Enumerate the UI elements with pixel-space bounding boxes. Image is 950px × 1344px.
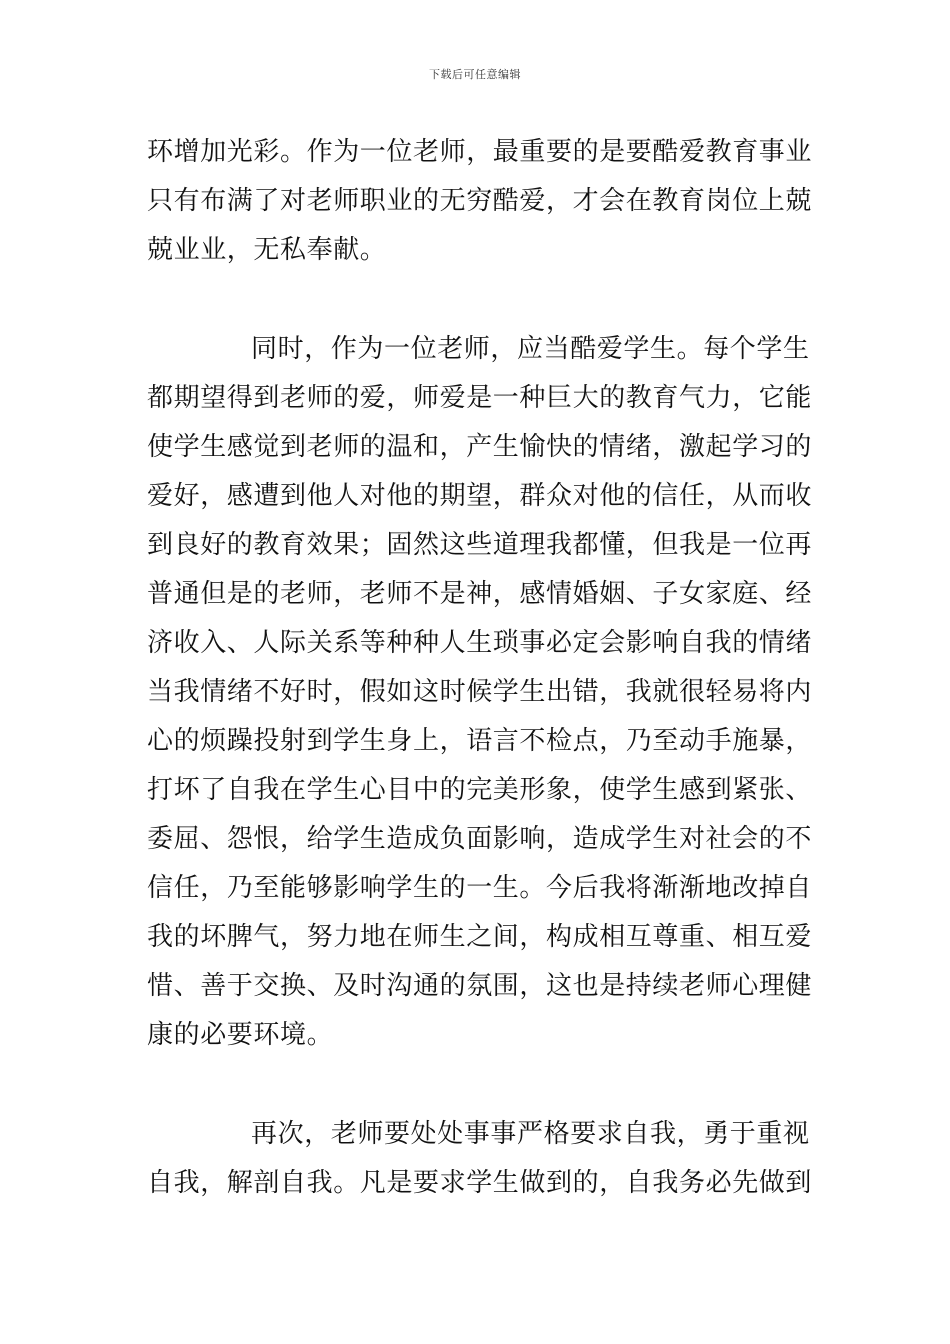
text-line: 同时，作为一位老师，应当酷爱学生。每个学生 (251, 334, 810, 364)
text-line: 信任，乃至能够影响学生的一生。今后我将渐渐地改掉自 (147, 873, 813, 903)
page-header-note: 下载后可任意编辑 (429, 68, 521, 81)
text-line: 都期望得到老师的爱，师爱是一种巨大的教育气力，它能 (147, 383, 813, 413)
text-line: 普通但是的老师，老师不是神，感情婚姻、子女家庭、经 (147, 579, 813, 609)
text-line: 心的烦躁投射到学生身上，语言不检点，乃至动手施暴， (147, 726, 813, 756)
text-line: 委屈、怨恨，给学生造成负面影响，造成学生对社会的不 (147, 824, 813, 854)
document-body (147, 128, 813, 1208)
text-line: 使学生感觉到老师的温和，产生愉快的情绪，激起学习的 (147, 432, 813, 462)
text-line: 康的必要环境。 (147, 1020, 334, 1050)
text-line: 自我，解剖自我。凡是要求学生做到的，自我务必先做到 (147, 1168, 813, 1198)
text-line: 环增加光彩。作为一位老师，最重要的是要酷爱教育事业 (147, 137, 813, 167)
paragraph-2 (147, 325, 813, 1060)
paragraph-1 (147, 128, 813, 275)
text-line: 打坏了自我在学生心目中的完美形象，使学生感到紧张、 (147, 775, 813, 805)
paragraph-3 (147, 1110, 813, 1208)
text-line: 再次，老师要处处事事严格要求自我，勇于重视 (251, 1119, 810, 1149)
text-line: 只有布满了对老师职业的无穷酷爱，才会在教育岗位上兢 (147, 186, 813, 216)
text-line: 当我情绪不好时，假如这时候学生出错，我就很轻易将内 (147, 677, 813, 707)
paragraph-gap (147, 275, 807, 325)
paragraph-gap (147, 1060, 807, 1110)
text-line: 爱好，感遭到他人对他的期望，群众对他的信任，从而收 (147, 481, 813, 511)
text-line: 惜、善于交换、及时沟通的氛围，这也是持续老师心理健 (147, 971, 813, 1001)
text-line: 到良好的教育效果；固然这些道理我都懂，但我是一位再 (147, 530, 813, 560)
text-line: 兢业业，无私奉献。 (147, 235, 387, 265)
text-line: 我的坏脾气，努力地在师生之间，构成相互尊重、相互爱 (147, 922, 813, 952)
text-line: 济收入、人际关系等种种人生琐事必定会影响自我的情绪 (147, 628, 813, 658)
